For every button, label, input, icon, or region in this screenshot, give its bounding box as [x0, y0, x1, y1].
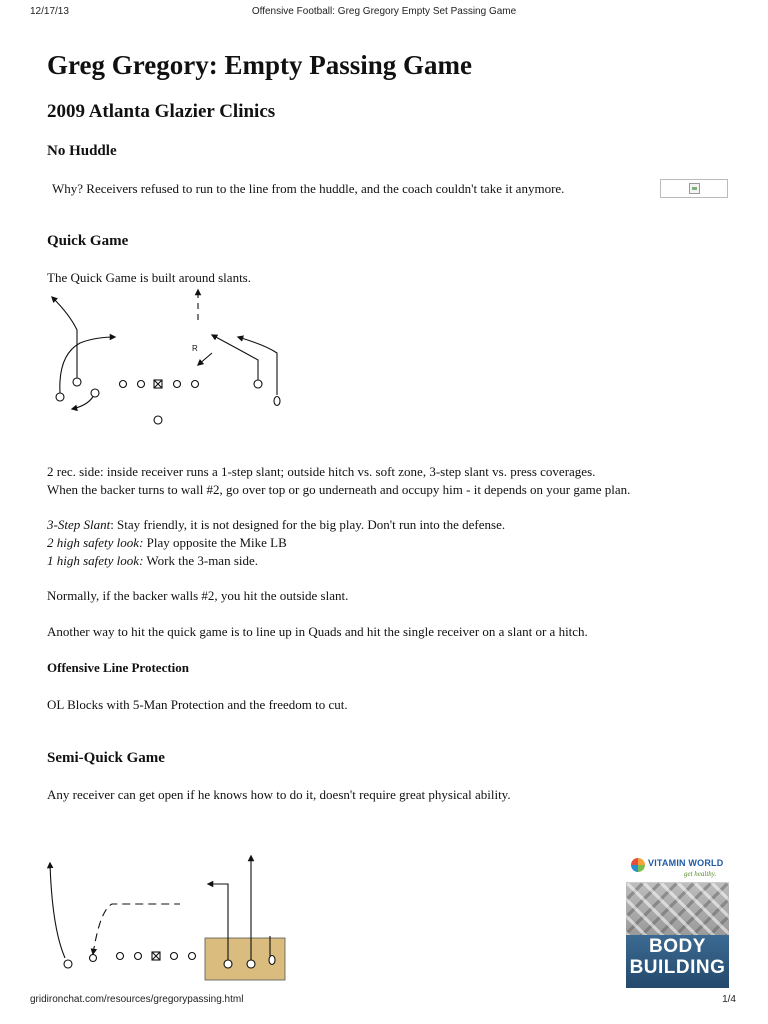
page-header-date: 12/17/13 [30, 6, 69, 17]
page-subtitle: 2009 Atlanta Glazier Clinics [47, 101, 276, 122]
route-left-inside [60, 337, 115, 393]
route-left-outside [52, 297, 77, 378]
player-circle [154, 416, 162, 424]
player-circle [192, 381, 199, 388]
player-circle [274, 397, 280, 406]
ad-brand: VITAMIN WORLD [648, 858, 724, 868]
quick-game-para1-line2: When the backer turns to wall #2, go over top or go underneath and occupy him - it depends on your game plan. [47, 482, 631, 497]
player-circle [91, 389, 99, 397]
no-huddle-text: Why? Receivers refused to run to the line from the huddle, and the coach couldn't take it anymore. [52, 181, 565, 196]
two-high-line [47, 534, 287, 552]
route-far-left [50, 863, 65, 958]
route-lines [52, 290, 277, 409]
ad-body [626, 935, 729, 988]
one-high-text: Work the 3-man side. [143, 553, 259, 568]
page-title: Greg Gregory: Empty Passing Game [47, 50, 472, 80]
quick-game-intro: The Quick Game is built around slants. [47, 270, 251, 285]
player-circle [64, 960, 72, 968]
heading-quick-game: Quick Game [47, 233, 129, 249]
route-r-slant [198, 353, 212, 365]
ad-top [626, 852, 729, 883]
player-circle [247, 960, 255, 968]
two-high-label: 2 high safety look: [47, 535, 144, 550]
semi-quick-diagram [40, 848, 300, 984]
three-step-slant-text: : Stay friendly, it is not designed for the big play. Don't run into the defense. [110, 517, 506, 532]
heading-no-huddle: No Huddle [47, 143, 117, 159]
route-left-dash [93, 904, 180, 954]
heading-ol-protection: Offensive Line Protection [47, 660, 190, 675]
ad-tagline: get healthy. [684, 870, 717, 878]
player-circle [120, 381, 127, 388]
ad-diamond-plate [626, 883, 729, 935]
ad-word-2: BUILDING [629, 957, 726, 978]
heading-semi-quick: Semi-Quick Game [47, 750, 165, 766]
player-circle [254, 380, 262, 388]
diagram-label-r: R [192, 344, 198, 353]
broken-image-icon [689, 183, 700, 194]
three-step-slant-label: 3-Step Slant [47, 517, 111, 532]
page-footer-url: gridironchat.com/resources/gregorypassing.html [30, 994, 244, 1005]
quads-text: Another way to hit the quick game is to line up in Quads and hit the single receiver on a slant or a hitch. [47, 624, 588, 639]
player-circle [174, 381, 181, 388]
normally-text: Normally, if the backer walls #2, you hit the outside slant. [47, 588, 349, 603]
vitamin-world-logo-icon [631, 858, 645, 872]
player-circle [73, 378, 81, 386]
semi-quick-text: Any receiver can get open if he knows how to do it, doesn't require great physical ability. [47, 787, 511, 802]
quick-game-diagram [40, 285, 300, 435]
ol-protection-text: OL Blocks with 5-Man Protection and the freedom to cut. [47, 697, 348, 712]
player-circle [90, 955, 97, 962]
one-high-label: 1 high safety look: [47, 553, 144, 568]
page-header-title: Offensive Football: Greg Gregory Empty Set Passing Game [251, 6, 517, 17]
ad-banner[interactable] [626, 852, 729, 988]
page-footer-number: 1/4 [722, 994, 736, 1005]
one-high-line [47, 552, 258, 570]
two-high-text: Play opposite the Mike LB [143, 535, 287, 550]
player-circle [56, 393, 64, 401]
player-circle [224, 960, 232, 968]
player-circle [171, 953, 178, 960]
player-circle [117, 953, 124, 960]
player-circle [138, 381, 145, 388]
broken-image-placeholder [660, 179, 728, 198]
three-step-slant-line [47, 516, 505, 534]
player-circle [135, 953, 142, 960]
ad-word-1: BODY [649, 936, 706, 957]
quick-game-para1-line1: 2 rec. side: inside receiver runs a 1-step slant; outside hitch vs. soft zone, 3-step slant vs. press coverages. [47, 464, 596, 479]
player-circle [269, 956, 275, 965]
player-circle [189, 953, 196, 960]
